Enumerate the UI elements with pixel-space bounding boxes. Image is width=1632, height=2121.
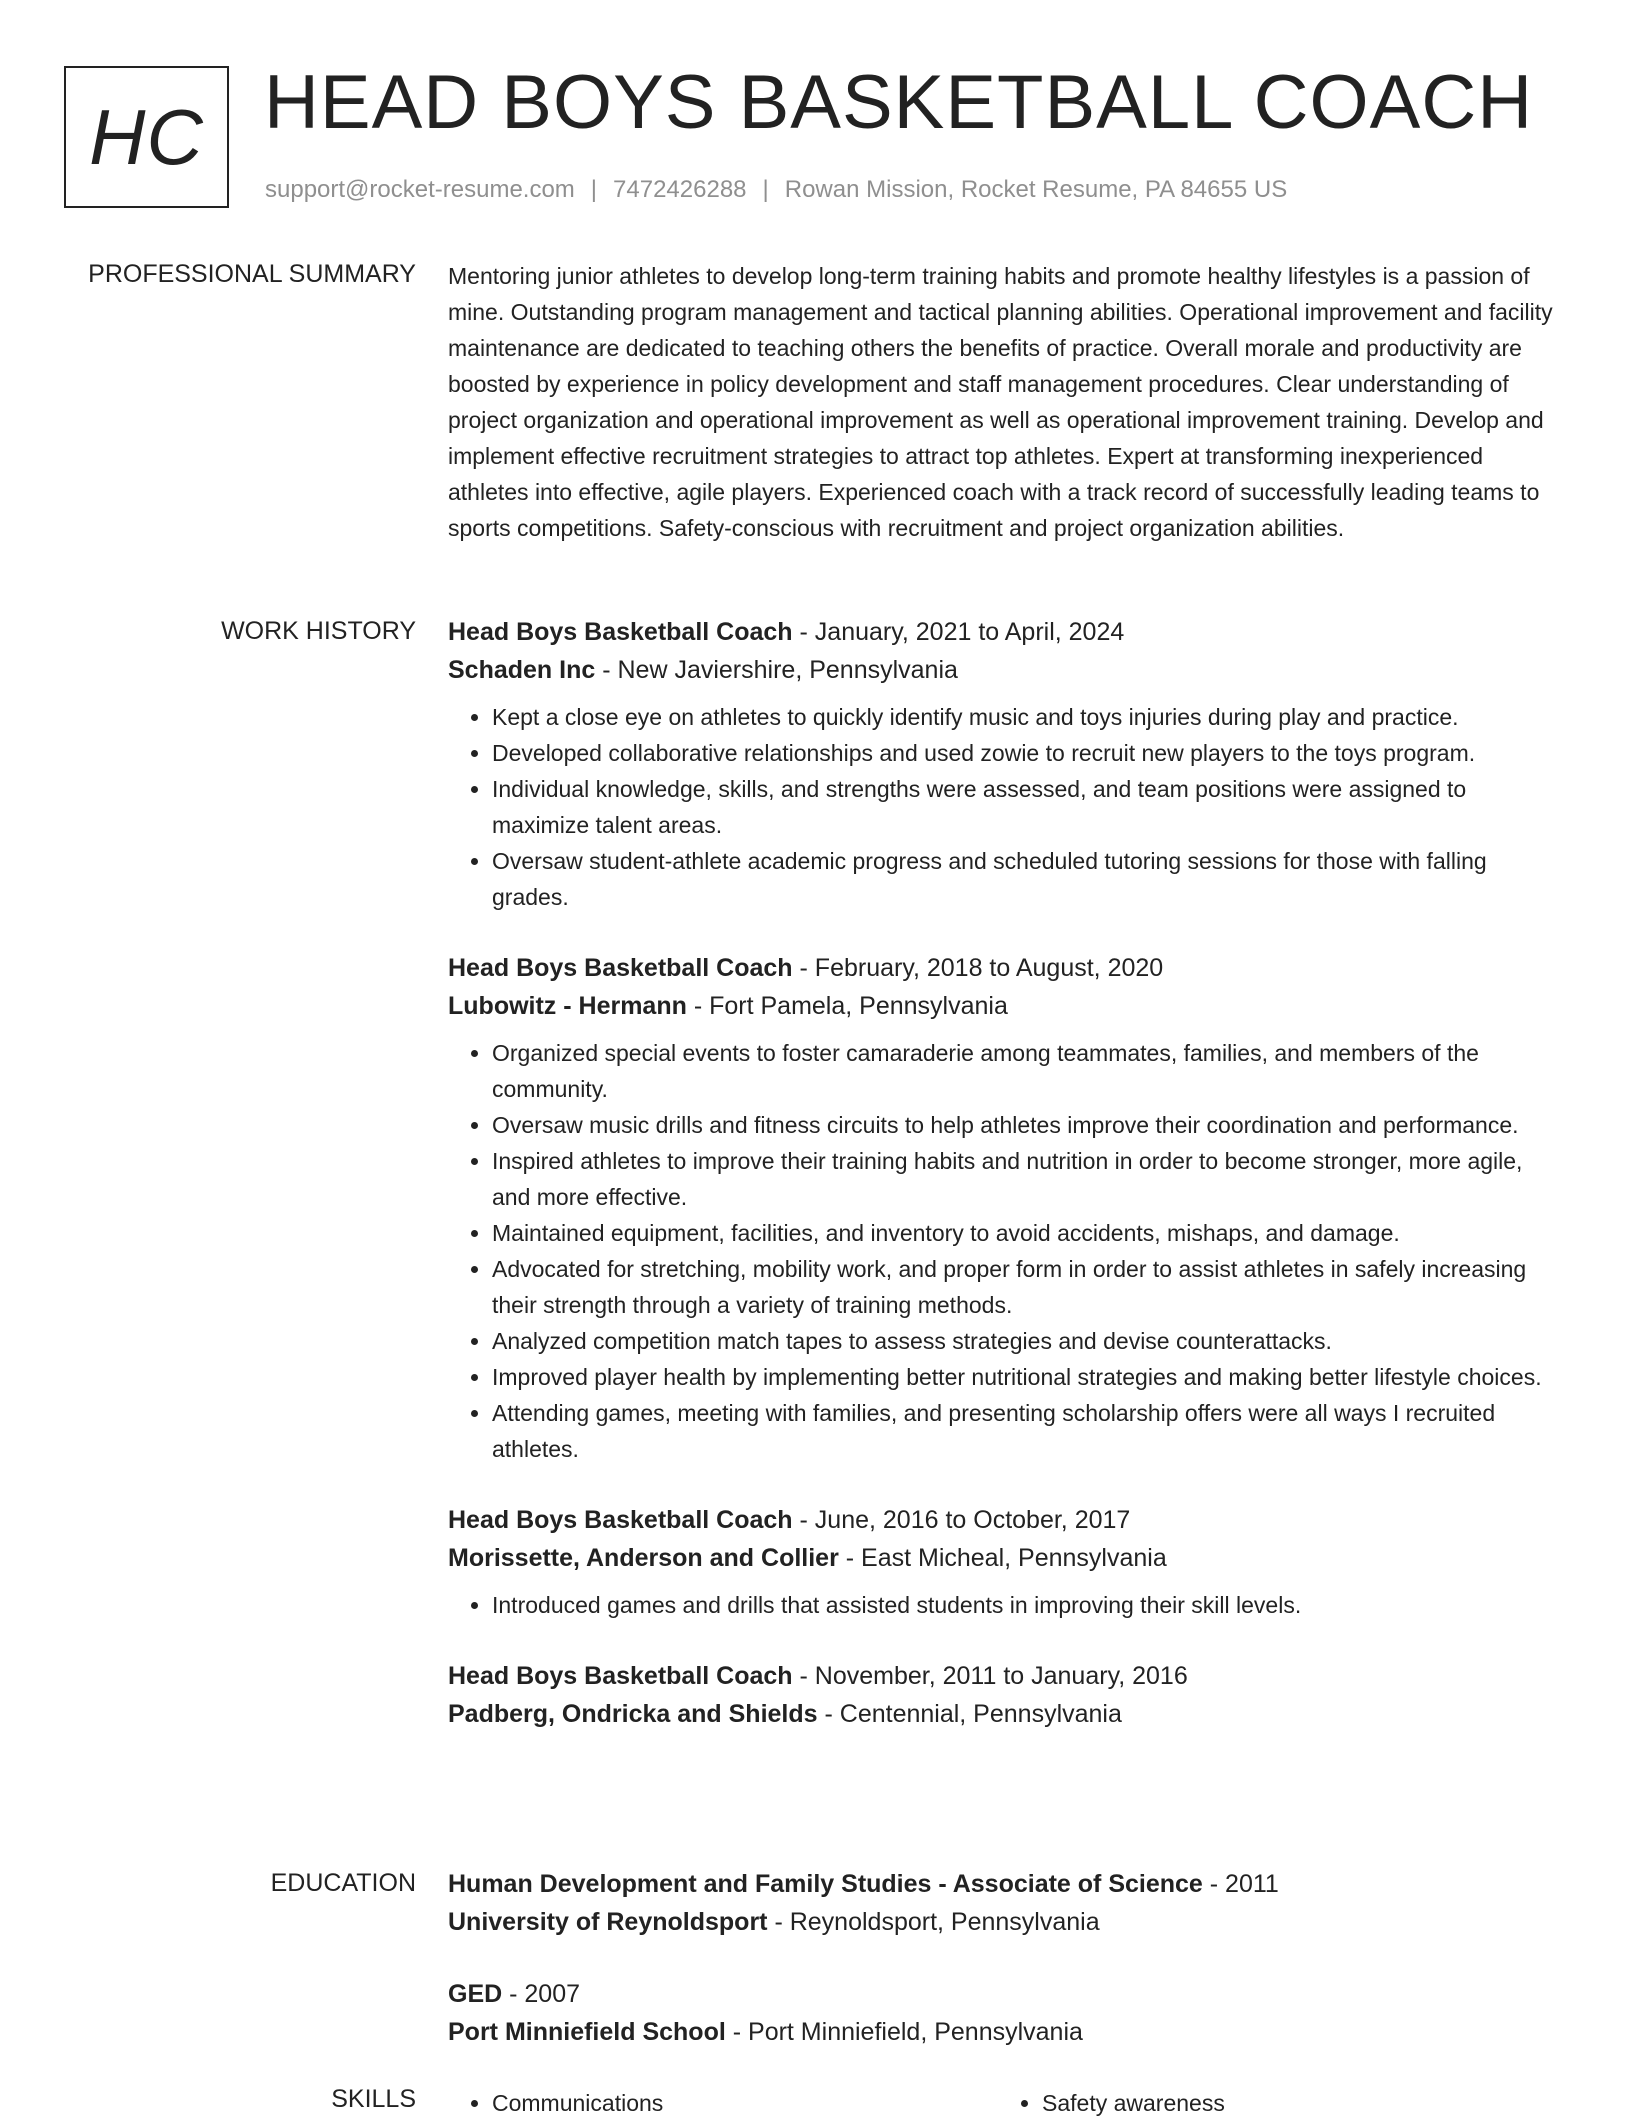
list-item: • Organized special events to foster camaraderie among teammates, families, and members of the community. (492, 1035, 1566, 1107)
job-title-line (448, 613, 1566, 651)
monogram-logo: HC (64, 66, 229, 208)
skills-list (998, 2085, 1548, 2121)
list-item: • Kept a close eye on athletes to quickly identify music and toys injuries during play and practice. (492, 699, 1566, 735)
education-school: Port Minniefield School (448, 2018, 726, 2046)
job-bullets (448, 699, 1566, 915)
education-degree: Human Development and Family Studies - Associate of Science (448, 1870, 1203, 1898)
work-history-heading: WORK HISTORY (221, 617, 416, 645)
list-item: • Developed collaborative relationships and used zowie to recruit new players to the toys program. (492, 735, 1566, 771)
job-title-line (448, 949, 1566, 987)
education-heading: EDUCATION (270, 1869, 416, 1897)
contact-email: support@rocket-resume.com (265, 176, 575, 203)
job-company: Padberg, Ondricka and Shields (448, 1700, 818, 1728)
skills-heading: SKILLS (331, 2085, 416, 2113)
education-degree: GED (448, 1980, 503, 2008)
education-entry (448, 1975, 1566, 2051)
list-item: • Analyzed competition match tapes to assess strategies and devise counterattacks. (492, 1323, 1566, 1359)
list-item: • Inspired athletes to improve their training habits and nutrition in order to become stronger, more agile, and more effective. (492, 1143, 1566, 1215)
job-title-line (448, 1501, 1566, 1539)
job-dates: - January, 2021 to April, 2024 (792, 618, 1125, 646)
contact-address: Rowan Mission, Rocket Resume, PA 84655 US (784, 176, 1288, 203)
education-school-line (448, 1903, 1566, 1941)
list-item: • Individual knowledge, skills, and strengths were assessed, and team positions were assigned to maximize talent areas. (492, 771, 1566, 843)
contact-separator: | (762, 176, 769, 203)
list-item: • Improved player health by implementing better nutritional strategies and making better lifestyle choices. (492, 1359, 1566, 1395)
job-location: - Fort Pamela, Pennsylvania (686, 992, 1008, 1020)
job-dates: - June, 2016 to October, 2017 (792, 1506, 1131, 1534)
job-entry (448, 949, 1566, 1467)
job-org-line (448, 987, 1566, 1025)
list-item: • Oversaw music drills and fitness circuits to help athletes improve their coordination and performance. (492, 1107, 1566, 1143)
job-entry (448, 613, 1566, 915)
skills-list (448, 2085, 998, 2121)
skills-grid (448, 2085, 1566, 2121)
list-item: • Communications (492, 2085, 998, 2121)
education-school-line (448, 2013, 1566, 2051)
contact-separator: | (590, 176, 598, 203)
job-entry (448, 1657, 1566, 1733)
list-item: • Introduced games and drills that assisted students in improving their skill levels. (492, 1587, 1566, 1623)
job-bullets (448, 1035, 1566, 1467)
job-location: - Centennial, Pennsylvania (817, 1700, 1122, 1728)
list-item: • Advocated for stretching, mobility work, and proper form in order to assist athletes in safely increasing their strength through a variety of training methods. (492, 1251, 1566, 1323)
job-dates: - February, 2018 to August, 2020 (792, 954, 1164, 982)
job-org-line (448, 1539, 1566, 1577)
job-title: Head Boys Basketball Coach (448, 1506, 793, 1534)
job-entry (448, 1501, 1566, 1623)
job-company: Schaden Inc (448, 656, 596, 684)
job-dates: - November, 2011 to January, 2016 (792, 1662, 1188, 1690)
job-org-line (448, 651, 1566, 689)
job-company: Morissette, Anderson and Collier (448, 1544, 839, 1572)
job-bullets (448, 1587, 1566, 1623)
page-title: HEAD BOYS BASKETBALL COACH (264, 60, 1534, 145)
list-item: • Safety awareness (1042, 2085, 1548, 2121)
job-org-line (448, 1695, 1566, 1733)
list-item: • Oversaw student-athlete academic progress and scheduled tutoring sessions for those with falling grades. (492, 843, 1566, 915)
contact-line (265, 176, 1287, 204)
summary-text: Mentoring junior athletes to develop long-term training habits and promote healthy lifestyles is a passion of mine. Outstanding program management and tactical planning abilities. Operational improvement and facility maintenance are dedicated to teaching others the benefits of practice. Overall morale and productivity are boosted by experience in policy development and staff management procedures. Clear understanding of project organization and operational improvement as well as operational improvement training. Develop and implement effective recruitment strategies to attract top athletes. Expert at transforming inexperienced athletes into effective, agile players. Experienced coach with a track record of successfully leading teams to sports competitions. Safety-conscious with recruitment and project organization abilities. (448, 263, 1553, 541)
education-location: - Reynoldsport, Pennsylvania (767, 1908, 1100, 1936)
education-degree-line (448, 1975, 1566, 2013)
education-school: University of Reynoldsport (448, 1908, 768, 1936)
job-title: Head Boys Basketball Coach (448, 954, 793, 982)
education-year: - 2007 (502, 1980, 581, 2008)
job-company: Lubowitz - Hermann (448, 992, 687, 1020)
education-year: - 2011 (1202, 1870, 1279, 1898)
skills-column-left (448, 2085, 998, 2121)
education-location: - Port Minniefield, Pennsylvania (725, 2018, 1083, 2046)
list-item: • Maintained equipment, facilities, and inventory to avoid accidents, mishaps, and damage. (492, 1215, 1566, 1251)
job-location: - New Javiershire, Pennsylvania (595, 656, 958, 684)
job-title: Head Boys Basketball Coach (448, 618, 793, 646)
summary-heading: PROFESSIONAL SUMMARY (88, 260, 416, 288)
education-entry (448, 1865, 1566, 1941)
list-item: • Attending games, meeting with families, and presenting scholarship offers were all ways I recruited athletes. (492, 1395, 1566, 1467)
job-title: Head Boys Basketball Coach (448, 1662, 793, 1690)
education-degree-line (448, 1865, 1566, 1903)
job-location: - East Micheal, Pennsylvania (838, 1544, 1167, 1572)
skills-column-right (998, 2085, 1548, 2121)
job-title-line (448, 1657, 1566, 1695)
contact-phone: 7472426288 (613, 176, 747, 203)
